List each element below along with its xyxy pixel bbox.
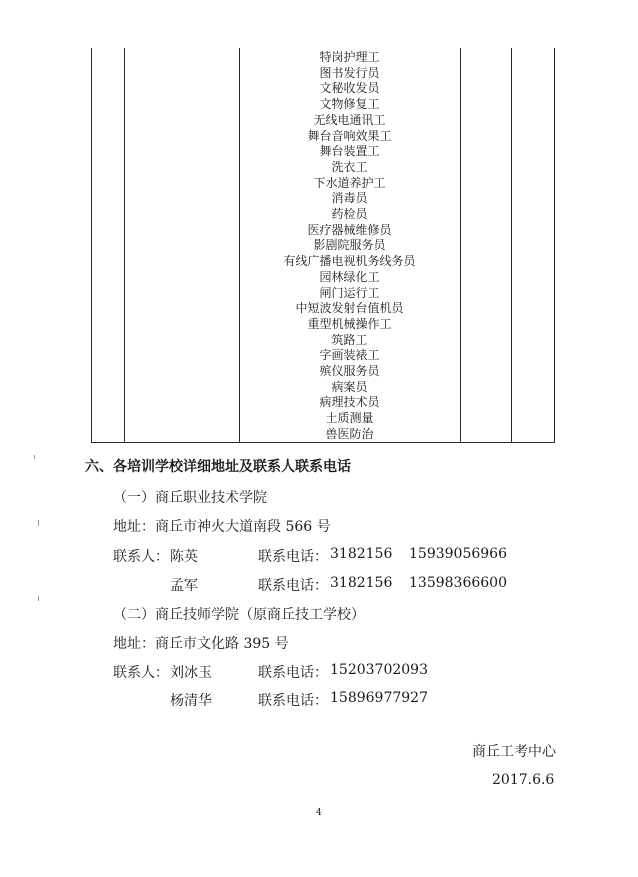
scan-speck (34, 455, 35, 459)
occupation-item: 文物修复工 (319, 97, 380, 112)
contact-label: 联系人： (113, 665, 169, 681)
contact-name: 杨清华 (170, 693, 212, 709)
phone-number: 15896977927 (330, 690, 428, 706)
occupation-item: 医疗器械维修员 (307, 222, 392, 237)
phone-label: 联系电话： (258, 549, 328, 565)
signature-org: 商丘工考中心 (472, 744, 556, 760)
occupation-item: 字画装裱工 (319, 348, 380, 363)
occupation-item: 舞台音响效果工 (307, 128, 392, 143)
scan-speck (38, 520, 39, 526)
page-number: 4 (316, 808, 322, 818)
occupation-item: 兽医防治 (325, 426, 374, 441)
signature-date: 2017.6.6 (492, 772, 555, 788)
school-2-name: （二）商丘技师学院（原商丘技工学校） (113, 607, 365, 623)
phone-label: 联系电话： (258, 578, 328, 594)
scan-speck (38, 596, 39, 601)
mobile-number: 15939056966 (409, 546, 507, 562)
school-2-address: 地址：商丘市文化路 395 号 (113, 636, 289, 652)
table-column-divider (511, 48, 512, 442)
occupation-item: 筑路工 (331, 332, 368, 347)
occupation-item: 中短波发射台值机员 (295, 301, 404, 316)
school-1-name: （一）商丘职业技术学院 (113, 490, 267, 506)
occupation-item: 舞台装置工 (319, 144, 380, 159)
contact-name: 刘冰玉 (170, 665, 212, 681)
occupation-item: 文秘收发员 (319, 81, 380, 96)
occupation-item: 无线电通讯工 (313, 112, 386, 127)
contact-name: 陈英 (170, 549, 198, 565)
occupation-item: 影剧院服务员 (313, 238, 386, 253)
contact-name: 孟军 (170, 578, 198, 594)
occupation-item: 下水道养护工 (313, 175, 386, 190)
occupation-item: 有线广播电视机务线务员 (283, 254, 416, 269)
occupation-item: 土质测量 (325, 411, 374, 426)
phone-label: 联系电话： (258, 693, 328, 709)
phone-number: 3182156 (330, 575, 393, 591)
phone-number: 15203702093 (330, 662, 428, 678)
phone-label: 联系电话： (258, 665, 328, 681)
occupation-item: 病案员 (331, 379, 368, 394)
occupation-item: 图书发行员 (319, 65, 380, 80)
occupation-item: 重型机械操作工 (307, 316, 392, 331)
table-column-divider (124, 48, 125, 442)
table-column-divider (460, 48, 461, 442)
school-1-address: 地址：商丘市神火大道南段 566 号 (113, 519, 331, 535)
occupation-item: 消毒员 (331, 191, 368, 206)
occupation-item: 药检员 (331, 207, 368, 222)
occupation-list (239, 50, 460, 443)
occupation-item: 闸门运行工 (319, 285, 380, 300)
occupation-item: 洗衣工 (331, 159, 368, 174)
occupation-item: 病理技术员 (319, 395, 380, 410)
phone-number: 3182156 (330, 546, 393, 562)
occupation-item: 园林绿化工 (319, 269, 380, 284)
occupation-item: 殡仪服务员 (319, 364, 380, 379)
section-heading: 六、各培训学校详细地址及联系人联系电话 (85, 459, 351, 475)
mobile-number: 13598366600 (409, 575, 507, 591)
occupation-table (91, 48, 555, 443)
contact-label: 联系人： (113, 549, 169, 565)
occupation-item: 特岗护理工 (319, 50, 380, 64)
